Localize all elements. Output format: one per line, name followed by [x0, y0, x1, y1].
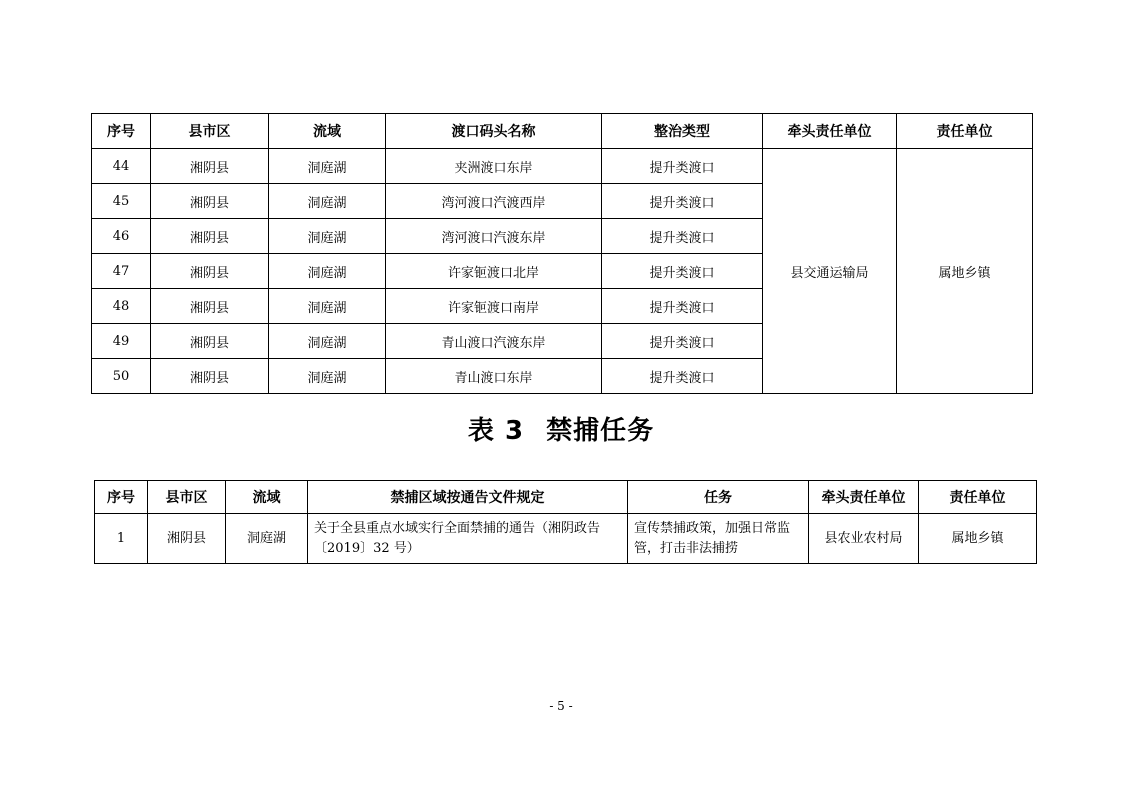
cell-no: 45 — [92, 184, 151, 219]
header-type: 整治类型 — [602, 114, 763, 149]
cell-basin: 洞庭湖 — [269, 254, 386, 289]
header-no: 序号 — [95, 481, 148, 514]
section-title — [0, 410, 1122, 447]
cell-basin: 洞庭湖 — [269, 324, 386, 359]
cell-type: 提升类渡口 — [602, 254, 763, 289]
cell-type: 提升类渡口 — [602, 289, 763, 324]
ferry-table — [91, 113, 1033, 394]
header-resp-unit: 责任单位 — [919, 481, 1037, 514]
cell-basin: 洞庭湖 — [269, 149, 386, 184]
cell-ferry-name: 青山渡口东岸 — [386, 359, 602, 394]
header-task: 任务 — [628, 481, 809, 514]
cell-lead-unit: 县农业农村局 — [809, 514, 919, 564]
header-county: 县市区 — [148, 481, 226, 514]
cell-county: 湘阴县 — [151, 149, 269, 184]
cell-county: 湘阴县 — [151, 289, 269, 324]
cell-type: 提升类渡口 — [602, 184, 763, 219]
header-no: 序号 — [92, 114, 151, 149]
header-lead-unit: 牵头责任单位 — [763, 114, 897, 149]
cell-county: 湘阴县 — [151, 184, 269, 219]
cell-county: 湘阴县 — [151, 324, 269, 359]
header-ban-rule: 禁捕区域按通告文件规定 — [308, 481, 628, 514]
cell-ferry-name: 湾河渡口汽渡东岸 — [386, 219, 602, 254]
cell-no: 48 — [92, 289, 151, 324]
cell-county: 湘阴县 — [151, 254, 269, 289]
cell-ferry-name: 许家钷渡口北岸 — [386, 254, 602, 289]
cell-no: 46 — [92, 219, 151, 254]
cell-resp-unit: 属地乡镇 — [897, 149, 1033, 394]
cell-ferry-name: 夹洲渡口东岸 — [386, 149, 602, 184]
header-basin: 流域 — [226, 481, 308, 514]
cell-basin: 洞庭湖 — [269, 359, 386, 394]
header-ferry-name: 渡口码头名称 — [386, 114, 602, 149]
cell-basin: 洞庭湖 — [269, 289, 386, 324]
cell-no: 1 — [95, 514, 148, 564]
header-resp-unit: 责任单位 — [897, 114, 1033, 149]
cell-no: 47 — [92, 254, 151, 289]
cell-type: 提升类渡口 — [602, 324, 763, 359]
cell-county: 湘阴县 — [151, 219, 269, 254]
header-lead-unit: 牵头责任单位 — [809, 481, 919, 514]
table-row — [95, 514, 1037, 564]
header-county: 县市区 — [151, 114, 269, 149]
cell-ferry-name: 湾河渡口汽渡西岸 — [386, 184, 602, 219]
cell-no: 44 — [92, 149, 151, 184]
cell-no: 49 — [92, 324, 151, 359]
cell-ban-rule: 关于全县重点水域实行全面禁捕的通告（湘阴政告〔2019〕32 号） — [308, 514, 628, 564]
cell-type: 提升类渡口 — [602, 219, 763, 254]
cell-ferry-name: 青山渡口汽渡东岸 — [386, 324, 602, 359]
cell-task: 宣传禁捕政策，加强日常监管，打击非法捕捞 — [628, 514, 809, 564]
cell-ferry-name: 许家钷渡口南岸 — [386, 289, 602, 324]
table-header-row — [92, 114, 1033, 149]
cell-type: 提升类渡口 — [602, 149, 763, 184]
cell-county: 湘阴县 — [148, 514, 226, 564]
cell-basin: 洞庭湖 — [269, 219, 386, 254]
cell-no: 50 — [92, 359, 151, 394]
cell-basin: 洞庭湖 — [269, 184, 386, 219]
cell-type: 提升类渡口 — [602, 359, 763, 394]
cell-basin: 洞庭湖 — [226, 514, 308, 564]
section-heading: 禁捕任务 — [546, 416, 655, 446]
fishing-ban-table — [94, 480, 1037, 564]
table-row — [92, 149, 1033, 184]
section-label: 表 3 — [467, 416, 525, 446]
cell-lead-unit: 县交通运输局 — [763, 149, 897, 394]
cell-county: 湘阴县 — [151, 359, 269, 394]
header-basin: 流域 — [269, 114, 386, 149]
cell-resp-unit: 属地乡镇 — [919, 514, 1037, 564]
table-header-row — [95, 481, 1037, 514]
page-number: - 5 - — [549, 699, 573, 713]
